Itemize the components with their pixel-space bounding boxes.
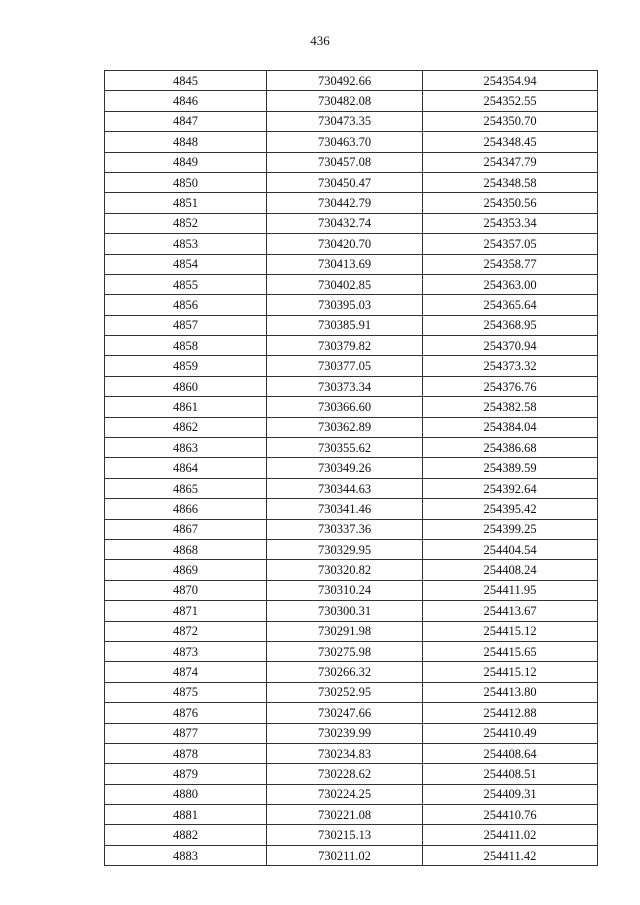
table-row xyxy=(105,580,598,600)
y-coordinate-cell: 254384.04 xyxy=(423,417,598,437)
point-number-cell: 4851 xyxy=(105,193,267,213)
point-number-cell: 4852 xyxy=(105,213,267,233)
x-coordinate-cell: 730337.36 xyxy=(267,519,423,539)
point-number-cell: 4859 xyxy=(105,356,267,376)
x-coordinate-cell: 730247.66 xyxy=(267,703,423,723)
table-row xyxy=(105,315,598,335)
point-number-cell: 4872 xyxy=(105,621,267,641)
x-coordinate-cell: 730344.63 xyxy=(267,478,423,498)
y-coordinate-cell: 254395.42 xyxy=(423,499,598,519)
table-row xyxy=(105,662,598,682)
x-coordinate-cell: 730373.34 xyxy=(267,376,423,396)
x-coordinate-cell: 730432.74 xyxy=(267,213,423,233)
x-coordinate-cell: 730211.02 xyxy=(267,845,423,865)
y-coordinate-cell: 254363.00 xyxy=(423,274,598,294)
table-row xyxy=(105,71,598,91)
y-coordinate-cell: 254413.67 xyxy=(423,601,598,621)
point-number-cell: 4877 xyxy=(105,723,267,743)
table-row xyxy=(105,417,598,437)
x-coordinate-cell: 730442.79 xyxy=(267,193,423,213)
table-row xyxy=(105,723,598,743)
table-row xyxy=(105,784,598,804)
x-coordinate-cell: 730385.91 xyxy=(267,315,423,335)
point-number-cell: 4845 xyxy=(105,71,267,91)
point-number-cell: 4862 xyxy=(105,417,267,437)
table-row xyxy=(105,234,598,254)
x-coordinate-cell: 730366.60 xyxy=(267,397,423,417)
x-coordinate-cell: 730463.70 xyxy=(267,132,423,152)
x-coordinate-cell: 730310.24 xyxy=(267,580,423,600)
point-number-cell: 4860 xyxy=(105,376,267,396)
y-coordinate-cell: 254410.49 xyxy=(423,723,598,743)
x-coordinate-cell: 730239.99 xyxy=(267,723,423,743)
x-coordinate-cell: 730291.98 xyxy=(267,621,423,641)
point-number-cell: 4848 xyxy=(105,132,267,152)
y-coordinate-cell: 254350.70 xyxy=(423,111,598,131)
x-coordinate-cell: 730395.03 xyxy=(267,295,423,315)
y-coordinate-cell: 254412.88 xyxy=(423,703,598,723)
table-row xyxy=(105,499,598,519)
y-coordinate-cell: 254389.59 xyxy=(423,458,598,478)
table-row xyxy=(105,172,598,192)
y-coordinate-cell: 254347.79 xyxy=(423,152,598,172)
x-coordinate-cell: 730377.05 xyxy=(267,356,423,376)
point-number-cell: 4865 xyxy=(105,478,267,498)
x-coordinate-cell: 730420.70 xyxy=(267,234,423,254)
y-coordinate-cell: 254358.77 xyxy=(423,254,598,274)
y-coordinate-cell: 254415.65 xyxy=(423,641,598,661)
table-row xyxy=(105,478,598,498)
table-row xyxy=(105,560,598,580)
y-coordinate-cell: 254357.05 xyxy=(423,234,598,254)
point-number-cell: 4878 xyxy=(105,743,267,763)
point-number-cell: 4854 xyxy=(105,254,267,274)
y-coordinate-cell: 254368.95 xyxy=(423,315,598,335)
point-number-cell: 4846 xyxy=(105,91,267,111)
x-coordinate-cell: 730329.95 xyxy=(267,539,423,559)
point-number-cell: 4873 xyxy=(105,641,267,661)
y-coordinate-cell: 254365.64 xyxy=(423,295,598,315)
y-coordinate-cell: 254408.64 xyxy=(423,743,598,763)
x-coordinate-cell: 730215.13 xyxy=(267,825,423,845)
table-row xyxy=(105,91,598,111)
y-coordinate-cell: 254382.58 xyxy=(423,397,598,417)
table-body xyxy=(105,71,598,866)
table-row xyxy=(105,703,598,723)
x-coordinate-cell: 730362.89 xyxy=(267,417,423,437)
point-number-cell: 4876 xyxy=(105,703,267,723)
table-row xyxy=(105,438,598,458)
table-row xyxy=(105,274,598,294)
point-number-cell: 4850 xyxy=(105,172,267,192)
y-coordinate-cell: 254415.12 xyxy=(423,662,598,682)
x-coordinate-cell: 730349.26 xyxy=(267,458,423,478)
x-coordinate-cell: 730252.95 xyxy=(267,682,423,702)
point-number-cell: 4856 xyxy=(105,295,267,315)
point-number-cell: 4879 xyxy=(105,764,267,784)
table-row xyxy=(105,336,598,356)
x-coordinate-cell: 730473.35 xyxy=(267,111,423,131)
y-coordinate-cell: 254411.02 xyxy=(423,825,598,845)
point-number-cell: 4870 xyxy=(105,580,267,600)
y-coordinate-cell: 254404.54 xyxy=(423,539,598,559)
table-row xyxy=(105,764,598,784)
table-row xyxy=(105,295,598,315)
table-row xyxy=(105,682,598,702)
point-number-cell: 4857 xyxy=(105,315,267,335)
point-number-cell: 4869 xyxy=(105,560,267,580)
x-coordinate-cell: 730379.82 xyxy=(267,336,423,356)
point-number-cell: 4880 xyxy=(105,784,267,804)
point-number-cell: 4874 xyxy=(105,662,267,682)
point-number-cell: 4868 xyxy=(105,539,267,559)
table-row xyxy=(105,539,598,559)
table-row xyxy=(105,213,598,233)
x-coordinate-cell: 730457.08 xyxy=(267,152,423,172)
point-number-cell: 4858 xyxy=(105,336,267,356)
point-number-cell: 4864 xyxy=(105,458,267,478)
y-coordinate-cell: 254409.31 xyxy=(423,784,598,804)
point-number-cell: 4866 xyxy=(105,499,267,519)
table-row xyxy=(105,111,598,131)
y-coordinate-cell: 254354.94 xyxy=(423,71,598,91)
table-row xyxy=(105,376,598,396)
y-coordinate-cell: 254408.24 xyxy=(423,560,598,580)
table-row xyxy=(105,458,598,478)
x-coordinate-cell: 730355.62 xyxy=(267,438,423,458)
table-row xyxy=(105,621,598,641)
table-row xyxy=(105,825,598,845)
table-row xyxy=(105,641,598,661)
point-number-cell: 4867 xyxy=(105,519,267,539)
x-coordinate-cell: 730224.25 xyxy=(267,784,423,804)
x-coordinate-cell: 730275.98 xyxy=(267,641,423,661)
y-coordinate-cell: 254392.64 xyxy=(423,478,598,498)
x-coordinate-cell: 730320.82 xyxy=(267,560,423,580)
y-coordinate-cell: 254411.95 xyxy=(423,580,598,600)
x-coordinate-cell: 730266.32 xyxy=(267,662,423,682)
x-coordinate-cell: 730450.47 xyxy=(267,172,423,192)
y-coordinate-cell: 254376.76 xyxy=(423,376,598,396)
point-number-cell: 4875 xyxy=(105,682,267,702)
point-number-cell: 4849 xyxy=(105,152,267,172)
point-number-cell: 4847 xyxy=(105,111,267,131)
table-row xyxy=(105,845,598,865)
y-coordinate-cell: 254373.32 xyxy=(423,356,598,376)
table-row xyxy=(105,193,598,213)
coordinates-table xyxy=(104,70,598,866)
point-number-cell: 4882 xyxy=(105,825,267,845)
table-row xyxy=(105,519,598,539)
x-coordinate-cell: 730221.08 xyxy=(267,805,423,825)
x-coordinate-cell: 730341.46 xyxy=(267,499,423,519)
table-row xyxy=(105,132,598,152)
x-coordinate-cell: 730234.83 xyxy=(267,743,423,763)
page-number: 436 xyxy=(310,33,330,48)
point-number-cell: 4881 xyxy=(105,805,267,825)
point-number-cell: 4855 xyxy=(105,274,267,294)
table-row xyxy=(105,805,598,825)
point-number-cell: 4853 xyxy=(105,234,267,254)
y-coordinate-cell: 254348.58 xyxy=(423,172,598,192)
x-coordinate-cell: 730413.69 xyxy=(267,254,423,274)
point-number-cell: 4861 xyxy=(105,397,267,417)
point-number-cell: 4871 xyxy=(105,601,267,621)
y-coordinate-cell: 254370.94 xyxy=(423,336,598,356)
table-row xyxy=(105,254,598,274)
table-row xyxy=(105,743,598,763)
y-coordinate-cell: 254415.12 xyxy=(423,621,598,641)
x-coordinate-cell: 730300.31 xyxy=(267,601,423,621)
point-number-cell: 4863 xyxy=(105,438,267,458)
y-coordinate-cell: 254350.56 xyxy=(423,193,598,213)
x-coordinate-cell: 730402.85 xyxy=(267,274,423,294)
table-row xyxy=(105,152,598,172)
point-number-cell: 4883 xyxy=(105,845,267,865)
y-coordinate-cell: 254408.51 xyxy=(423,764,598,784)
table-row xyxy=(105,397,598,417)
y-coordinate-cell: 254353.34 xyxy=(423,213,598,233)
table-row xyxy=(105,356,598,376)
x-coordinate-cell: 730492.66 xyxy=(267,71,423,91)
y-coordinate-cell: 254352.55 xyxy=(423,91,598,111)
table-row xyxy=(105,601,598,621)
y-coordinate-cell: 254386.68 xyxy=(423,438,598,458)
y-coordinate-cell: 254411.42 xyxy=(423,845,598,865)
y-coordinate-cell: 254410.76 xyxy=(423,805,598,825)
x-coordinate-cell: 730482.08 xyxy=(267,91,423,111)
y-coordinate-cell: 254348.45 xyxy=(423,132,598,152)
y-coordinate-cell: 254413.80 xyxy=(423,682,598,702)
y-coordinate-cell: 254399.25 xyxy=(423,519,598,539)
x-coordinate-cell: 730228.62 xyxy=(267,764,423,784)
